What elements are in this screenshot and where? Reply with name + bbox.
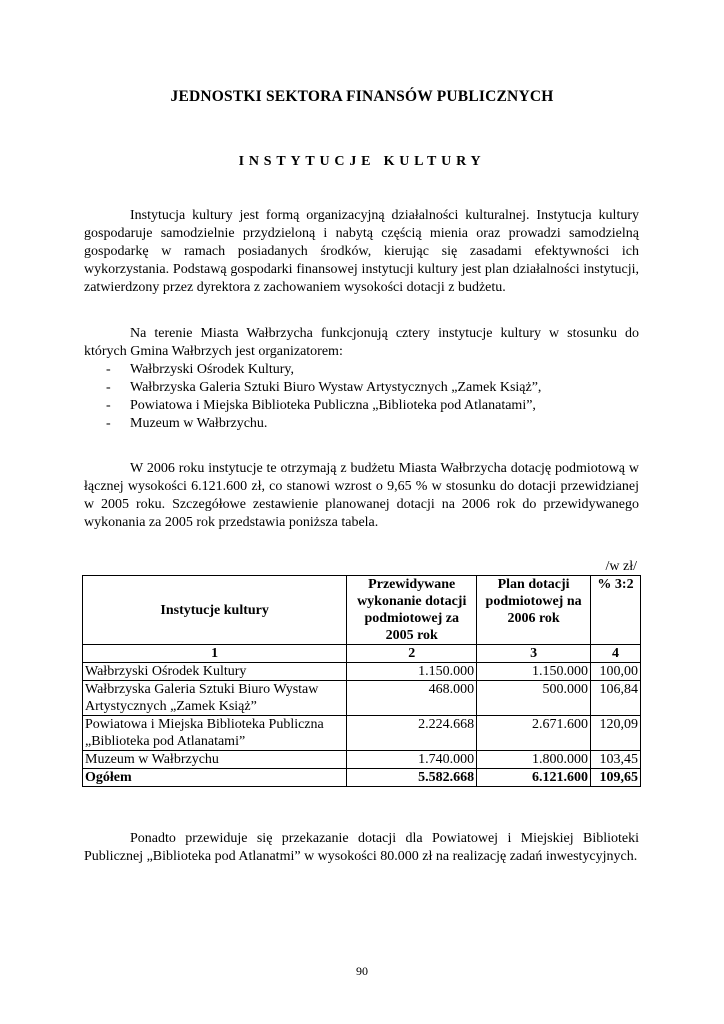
paragraph-budget [84,460,639,532]
table-row [83,681,641,716]
paragraph-institutions-text: Na terenie Miasta Wałbrzycha funkcjonują cztery instytucje kultury w stosunku do których Gmina Wałbrzych jest organizatorem: [84,326,639,359]
list-item: - Powiatowa i Miejska Biblioteka Publiczna „Biblioteka pod Atlanatami”, [84,397,639,415]
paragraph-investment [84,830,639,866]
col-number: 3 [477,645,591,663]
table-total-row [83,769,641,787]
cell-forecast: 468.000 [347,681,477,716]
col-number: 4 [591,645,641,663]
paragraph-intro-text: Instytucja kultury jest formą organizacyjną działalności kulturalnej. Instytucja kultury gospodaruje samodzielnie przydzieloną i nabytą częścią mienia oraz prowadzi samodzielną gospodarkę w ramach posiadanych środków, kierując się zasadami efektywności ich wykorzystania. Podstawą gospodarki finansowej instytucji kultury jest plan działalności instytucji, zatwierdzony przez dyrektora z zachowaniem wysokości dotacji z budżetu. [84,208,639,295]
cell-institution: Powiatowa i Miejska Biblioteka Publiczna „Biblioteka pod Atlanatami” [83,716,347,751]
cell-total-forecast: 5.582.668 [347,769,477,787]
cell-percent: 120,09 [591,716,641,751]
cell-plan: 2.671.600 [477,716,591,751]
table-row [83,716,641,751]
table-column-numbers [83,645,641,663]
header-percent: % 3:2 [591,576,641,645]
paragraph-investment-text: Ponadto przewiduje się przekazanie dotacji dla Powiatowej i Miejskiej Biblioteki Publicznej „Biblioteka pod Atlanatmi” w wysokości 80.000 zł na realizację zadań inwestycyjnych. [84,831,639,864]
table-row [83,663,641,681]
cell-forecast: 1.740.000 [347,751,477,769]
table-row [83,751,641,769]
cell-plan: 1.800.000 [477,751,591,769]
table-header-row [83,576,641,645]
cell-plan: 1.150.000 [477,663,591,681]
cell-institution: Wałbrzyski Ośrodek Kultury [83,663,347,681]
cell-total-label: Ogółem [83,769,347,787]
paragraph-budget-text: W 2006 roku instytucje te otrzymają z budżetu Miasta Wałbrzycha dotację podmiotową w łącznej wysokości 6.121.600 zł, co stanowi wzrost o 9,65 % w stosunku do dotacji przewidzianej w 2005 roku. Szczegółowe zestawienie planowanej dotacji na 2006 rok do przewidywanego wykonania za 2005 rok przedstawia poniższa tabela. [84,461,639,530]
cell-forecast: 2.224.668 [347,716,477,751]
header-plan-2006: Plan dotacji podmiotowej na 2006 rok [477,576,591,645]
cell-total-percent: 109,65 [591,769,641,787]
list-item: - Muzeum w Wałbrzychu. [84,415,639,433]
paragraph-institutions [84,325,639,433]
cell-plan: 500.000 [477,681,591,716]
paragraph-intro [84,207,639,297]
col-number: 2 [347,645,477,663]
list-item: - Wałbrzyski Ośrodek Kultury, [84,361,639,379]
cell-percent: 100,00 [591,663,641,681]
cell-percent: 103,45 [591,751,641,769]
page-number: 90 [356,964,368,978]
page-title: JEDNOSTKI SEKTORA FINANSÓW PUBLICZNYCH [170,88,554,105]
subsidy-table [82,575,641,787]
header-forecast-2005: Przewidywane wykonanie dotacji podmiotowej za 2005 rok [347,576,477,645]
cell-institution: Wałbrzyska Galeria Sztuki Biuro Wystaw Artystycznych „Zamek Książ” [83,681,347,716]
section-subtitle: INSTYTUCJE KULTURY [238,154,486,169]
cell-institution: Muzeum w Wałbrzychu [83,751,347,769]
list-item: - Wałbrzyska Galeria Sztuki Biuro Wystaw Artystycznych „Zamek Książ”, [84,379,639,397]
col-number: 1 [83,645,347,663]
cell-total-plan: 6.121.600 [477,769,591,787]
unit-label: /w zł/ [605,559,637,574]
header-institutions: Instytucje kultury [83,576,347,645]
institution-list [84,361,639,433]
cell-forecast: 1.150.000 [347,663,477,681]
cell-percent: 106,84 [591,681,641,716]
